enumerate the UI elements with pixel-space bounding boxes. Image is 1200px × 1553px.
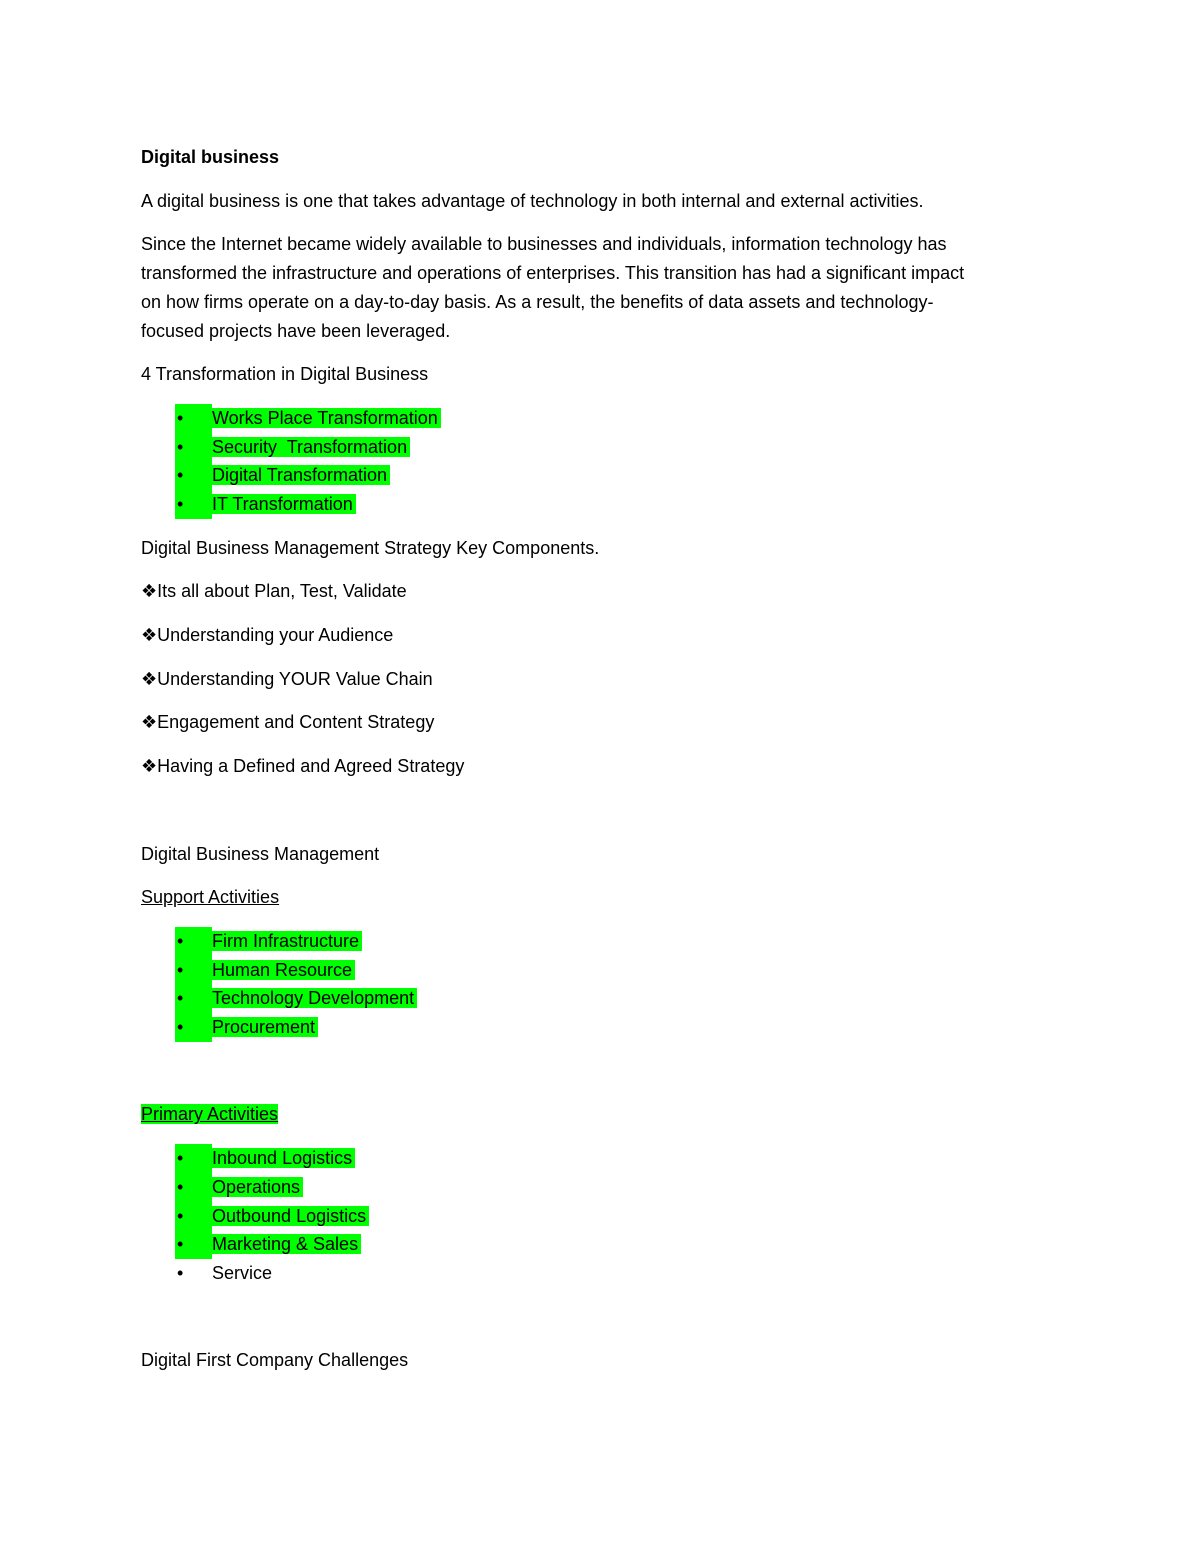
- body-paragraph: [141, 230, 1061, 345]
- list-item-text: Works Place Transformation: [212, 408, 441, 428]
- paragraph-line: on how firms operate on a day-to-day basis. As a result, the benefits of data assets and technology-: [141, 291, 934, 312]
- list-item-text: Marketing & Sales: [212, 1234, 361, 1254]
- strategy-item: [141, 621, 1061, 650]
- support-activities-label: Support Activities: [141, 887, 280, 908]
- strategy-item-text: Understanding your Audience: [157, 625, 394, 646]
- diamond-icon: ❖: [141, 756, 158, 777]
- primary-activities-list: [141, 1144, 1061, 1287]
- list-item: [141, 1202, 1061, 1231]
- bullet-icon: •: [175, 1144, 212, 1173]
- bullet-icon: •: [175, 956, 212, 985]
- strategy-item: [141, 577, 1061, 606]
- list-item: [141, 956, 1061, 985]
- diamond-icon: ❖: [141, 712, 158, 733]
- bullet-icon: •: [175, 433, 212, 462]
- bullet-icon: •: [175, 490, 212, 519]
- support-activities-list: [141, 927, 1061, 1042]
- bullet-icon: •: [175, 1173, 212, 1202]
- list-item: [141, 927, 1061, 956]
- paragraph-line: transformed the infrastructure and operations of enterprises. This transition has had a significant impact: [141, 263, 965, 284]
- diamond-icon: ❖: [141, 625, 158, 646]
- strategy-item: [141, 708, 1061, 737]
- management-heading: Digital Business Management: [141, 843, 380, 864]
- bullet-icon: •: [175, 984, 212, 1013]
- bullet-icon: •: [175, 1013, 212, 1042]
- list-item: [141, 490, 1061, 519]
- blank-line: [141, 796, 1061, 840]
- blank-line: [141, 1303, 1061, 1347]
- bullet-icon: •: [175, 461, 212, 490]
- bullet-icon: •: [175, 1202, 212, 1231]
- list-item-text: Service: [212, 1262, 273, 1283]
- list-item-text: Security Transformation: [212, 437, 410, 457]
- transformations-list: [141, 404, 1061, 519]
- strategy-item-text: Engagement and Content Strategy: [157, 712, 435, 733]
- list-item-text: Inbound Logistics: [212, 1148, 355, 1168]
- list-item-text: Technology Development: [212, 988, 417, 1008]
- paragraph-line: focused projects have been leveraged.: [141, 320, 451, 341]
- list-item: [141, 1259, 1061, 1288]
- list-item: [141, 433, 1061, 462]
- paragraph-line: Since the Internet became widely available to businesses and individuals, information technology has: [141, 234, 947, 255]
- list-item: [141, 461, 1061, 490]
- list-item: [141, 1144, 1061, 1173]
- document-title: Digital business: [141, 147, 280, 167]
- list-item-text: Human Resource: [212, 960, 355, 980]
- strategy-item-text: Having a Defined and Agreed Strategy: [157, 756, 465, 777]
- diamond-icon: ❖: [141, 668, 158, 689]
- blank-line: [141, 1057, 1061, 1101]
- list-item-text: Procurement: [212, 1017, 318, 1037]
- bullet-icon: •: [175, 1230, 212, 1259]
- support-activities-heading: [141, 883, 1061, 912]
- bullet-icon: •: [177, 1262, 184, 1283]
- strategy-item: [141, 665, 1061, 694]
- bullet-icon: •: [175, 404, 212, 433]
- transformations-heading: 4 Transformation in Digital Business: [141, 364, 429, 385]
- strategy-item-text: Its all about Plan, Test, Validate: [157, 581, 407, 602]
- strategy-heading: Digital Business Management Strategy Key Components.: [141, 537, 600, 558]
- list-item-text: Digital Transformation: [212, 465, 390, 485]
- list-item-text: Operations: [212, 1177, 303, 1197]
- strategy-item-text: Understanding YOUR Value Chain: [157, 668, 433, 689]
- diamond-icon: ❖: [141, 581, 158, 602]
- list-item: [141, 984, 1061, 1013]
- bullet-icon: •: [175, 927, 212, 956]
- challenges-heading: Digital First Company Challenges: [141, 1350, 409, 1371]
- list-item: [141, 1230, 1061, 1259]
- list-item: [141, 1173, 1061, 1202]
- list-item: [141, 404, 1061, 433]
- list-item-text: Firm Infrastructure: [212, 931, 362, 951]
- list-item-text: IT Transformation: [212, 494, 356, 514]
- intro-paragraph: A digital business is one that takes advantage of technology in both internal and external activities.: [141, 190, 924, 211]
- strategy-item: [141, 752, 1061, 781]
- primary-activities-heading: [141, 1100, 1061, 1129]
- list-item: [141, 1013, 1061, 1042]
- list-item-text: Outbound Logistics: [212, 1206, 369, 1226]
- document-content: [141, 143, 1061, 1390]
- primary-activities-label: Primary Activities: [141, 1104, 279, 1125]
